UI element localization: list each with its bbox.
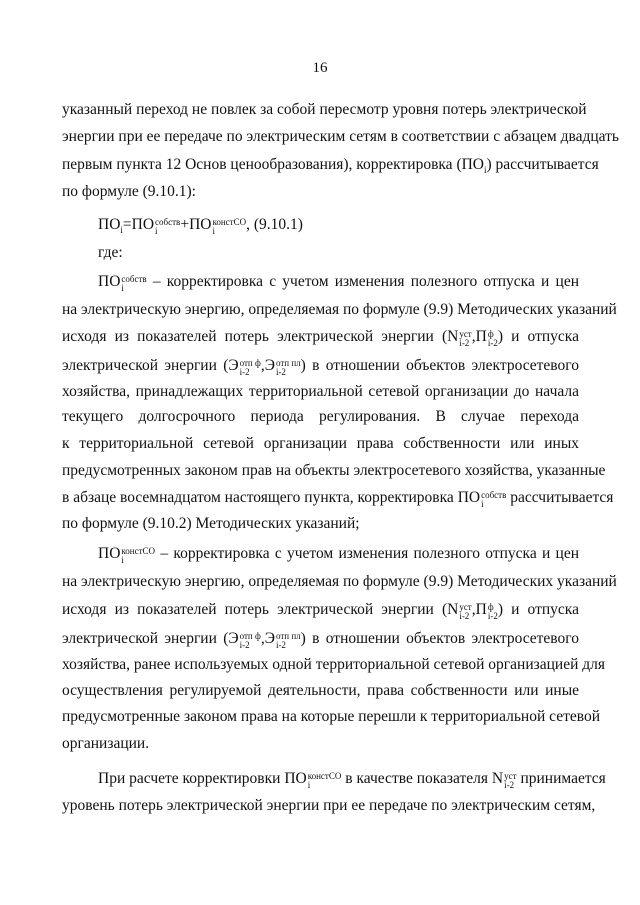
text-line: хозяйства, принадлежащих территориальной сетевой организации до начала [62,383,579,400]
text-line: по формуле (9.10.1): [62,183,196,200]
text-line: предусмотренные законом права на которые перешли к территориальной сетевой [62,708,600,725]
symbol-po-i: $ПО_i$ [461,156,487,175]
formula-9-10-1: $ПО_i=ПО$ собств i +ПО констСО i , (9.10.1) [98,216,303,236]
text-line: первым пункта 12 Основ ценообразования), корректировка $(ПО_i)$ рассчитывается [62,156,599,175]
text-line: к территориальной сетевой организации права собственности или иных [62,435,579,452]
text-line: на электрическую энергию, определяемая по формуле (9.9) Методических указаний [62,573,617,590]
text-line: организации. [62,735,150,752]
text-line: в абзаце восемнадцатом настоящего пункта, корректировка ПО собств i рассчитывается [62,489,614,509]
text-line: уровень потерь электрической энергии при ее передаче по электрическим сетям, [62,797,596,814]
text-line: на электрическую энергию, определяемая по формуле (9.9) Методических указаний [62,301,617,318]
text-line: исходя из показателей потерь электрической энергии (N уст i-2 ,П ф i-2 ) и отпуска [62,328,579,348]
text-line: предусмотренных законом прав на объекты электросетевого хозяйства, указанные [62,462,606,479]
text-line: осуществления регулируемой деятельности, права собственности или иные [62,682,579,699]
text-line: электрической энергии (Э отп ф i-2 ,Э отп пл i-2 ) в отношении объектов электросетевого [62,630,579,650]
text-line: где: [98,244,123,261]
text-line: ПО собств i – корректировка с учетом изменения полезного отпуска и цен [98,273,579,293]
page-number: 16 [312,60,328,76]
text-line: текущего долгосрочного периода регулирования. В случае перехода [62,408,579,425]
text-line: указанный переход не повлек за собой пересмотр уровня потерь электрической [62,101,587,118]
text-line: электрической энергии (Э отп ф i-2 ,Э отп пл i-2 ) в отношении объектов электросетевого [62,357,579,377]
text-line: хозяйства, ранее используемых одной территориальной сетевой организацией для [62,656,606,673]
text-line: энергии при ее передаче по электрическим сетям в соответствии с абзацем двадцать [62,128,619,145]
text-line: исходя из показателей потерь электрической энергии (N уст i-2 ,П ф i-2 ) и отпуска [62,601,579,621]
text-line: ПО констСО i – корректировка с учетом изменения полезного отпуска и цен [98,545,579,565]
text-line: по формуле (9.10.2) Методических указаний; [62,515,360,532]
text-line: При расчете корректировки ПО констСО i в качестве показателя N уст i-2 принимается [98,770,606,790]
